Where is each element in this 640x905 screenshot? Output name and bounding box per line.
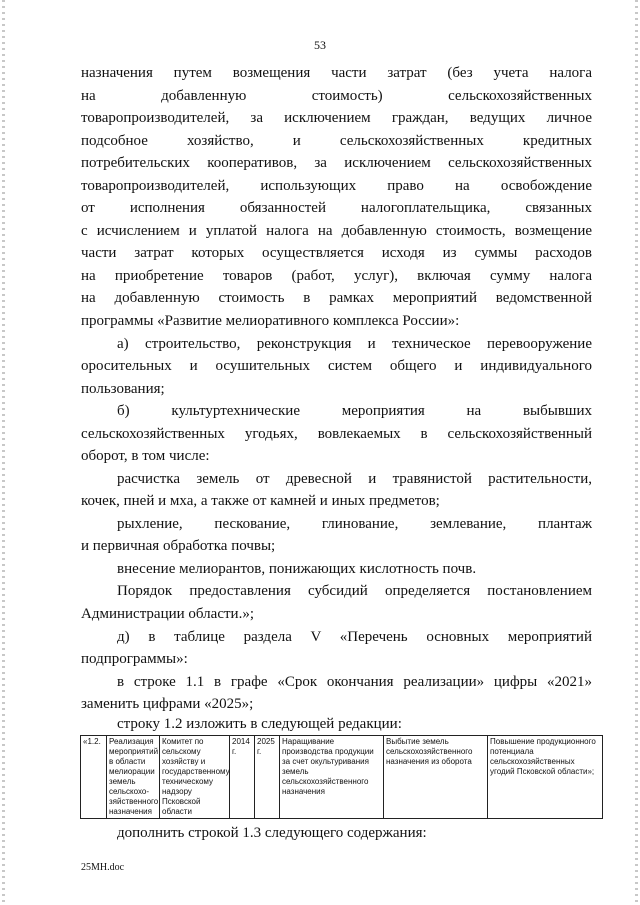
table-cell-executor: Комитет по сельскому хозяйству и государственному техническому надзору Псковской области [160, 736, 230, 819]
text-line: товаропроизводителей, использующих право на освобождение [81, 178, 592, 194]
text-line: кочек, пней и мха, а также от камней и иных предметов; [81, 493, 440, 509]
text-line: на добавленную стоимость) сельскохозяйственных [81, 88, 592, 104]
text-line: Порядок предоставления субсидий определяется постановлением [117, 583, 592, 599]
measures-table [80, 735, 603, 819]
text-line: подсобное хозяйство, и сельскохозяйственных кредитных [81, 133, 592, 149]
text-line: расчистка земель от древесной и травянистой растительности, [117, 471, 592, 487]
text-line: назначения путем возмещения части затрат (без учета налога [81, 65, 592, 81]
text-line: подпрограммы»: [81, 651, 188, 667]
text-line: д) в таблице раздела V «Перечень основных мероприятий [117, 629, 592, 645]
table-cell-start-year: 2014 г. [230, 736, 255, 819]
text-line: а) строительство, реконструкция и техническое перевооружение [117, 336, 592, 352]
text-line: внесение мелиорантов, понижающих кислотность почв. [117, 561, 477, 577]
table-cell-end-year: 2025 г. [255, 736, 280, 819]
text-line: оборот, в том числе: [81, 448, 210, 464]
page-number: 53 [314, 38, 326, 52]
scan-edge-right [635, 0, 638, 905]
text-line: на добавленную стоимость в рамках мероприятий ведомственной [81, 290, 592, 306]
text-line: и первичная обработка почвы; [81, 538, 276, 554]
text-line: рыхление, пескование, глинование, землевание, плантаж [117, 516, 592, 532]
table-cell-number: «1.2. [81, 736, 107, 819]
text-line: на приобретение товаров (работ, услуг), включая сумму налога [81, 268, 592, 284]
text-line: заменить цифрами «2025»; [81, 696, 254, 712]
text-line: с исчислением и уплатой налога на добавленную стоимость, возмещение [81, 223, 592, 239]
text-line: пользования; [81, 381, 165, 397]
text-line: части затрат которых осуществляется исходя из суммы расходов [81, 245, 592, 261]
text-line: б) культуртехнические мероприятия на выбывших [117, 403, 592, 419]
text-line: оросительных и осушительных систем общего и индивидуального [81, 358, 592, 374]
table-cell-consequence: Выбытие земель сельскохозяйственного назначения из оборота [384, 736, 488, 819]
table-cell-measure: Реализация мероприятий в области мелиорации земель сельскохо-зяйственного назначения [107, 736, 160, 819]
text-line: в строке 1.1 в графе «Срок окончания реализации» цифры «2021» [117, 674, 592, 690]
text-line: сельскохозяйственных угодьях, вовлекаемых в сельскохозяйственный [81, 426, 592, 442]
text-line: строку 1.2 изложить в следующей редакции: [117, 716, 402, 732]
text-line: дополнить строкой 1.3 следующего содержания: [117, 825, 427, 841]
text-line: программы «Развитие мелиоративного комплекса России»: [81, 313, 460, 329]
footer-filename: 25МН.doc [81, 862, 125, 873]
table-cell-indicator: Повышение продукционного потенциала сельскохозяйственных угодий Псковской области»; [488, 736, 603, 819]
table-cell-result: Наращивание производства продукции за счет окультуривания земель сельскохозяйственного назначения [280, 736, 384, 819]
scan-edge-left [2, 0, 5, 905]
text-line: Администрации области.»; [81, 606, 254, 622]
text-line: потребительских кооперативов, за исключением сельскохозяйственных [81, 155, 592, 171]
text-line: от исполнения обязанностей налогоплательщика, связанных [81, 200, 592, 216]
text-line: товаропроизводителей, за исключением граждан, ведущих личное [81, 110, 592, 126]
table-row [81, 736, 603, 819]
